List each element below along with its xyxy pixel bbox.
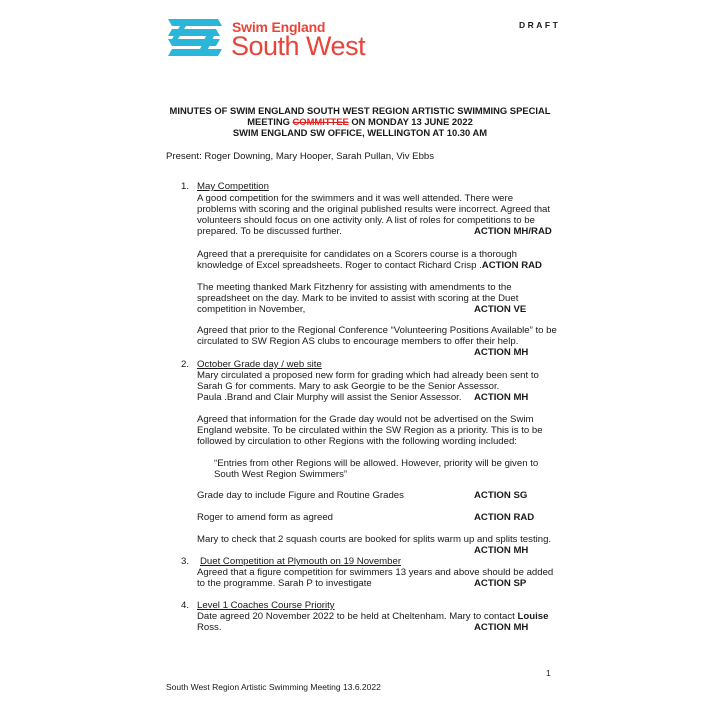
title-line-2-post: ON MONDAY 13 JUNE 2022	[348, 116, 473, 127]
item-2-p3: Grade day to include Figure and Routine Grades	[197, 490, 404, 501]
title-line-2-pre: MEETING	[247, 116, 293, 127]
item-3-p1-action: ACTION SP	[474, 578, 527, 589]
item-1-p3-action: ACTION VE	[474, 304, 527, 315]
item-1-p3-l3: competition in November,	[197, 304, 306, 315]
item-1-p1-l1: A good competition for the swimmers and it was well attended. There were	[197, 193, 514, 204]
item-4-p1-text: Date agreed 20 November 2022 to be held at Cheltenham. Mary to contact	[197, 611, 518, 622]
item-1-p3-l1: The meeting thanked Mark Fitzhenry for assisting with amendments to the	[197, 282, 512, 293]
item-1-p1-l4: prepared. To be discussed further.	[197, 226, 342, 237]
item-2-p1-l2: Sarah G for comments. Mary to ask Georgie to be the Senior Assessor.	[197, 381, 500, 392]
item-3-heading: Duet Competition at Plymouth on 19 November	[200, 556, 402, 567]
item-4-number: 4.	[181, 600, 190, 611]
item-2-p2-l1: Agreed that information for the Grade day would not be advertised on the Swim	[197, 414, 534, 425]
item-1-heading: May Competition	[197, 181, 269, 192]
item-4-p1-action: ACTION MH	[474, 622, 529, 633]
title-line-3: SWIM ENGLAND SW OFFICE, WELLINGTON AT 10.30 AM	[232, 127, 488, 138]
item-4-heading: Level 1 Coaches Course Priority	[197, 600, 335, 611]
footer-text: South West Region Artistic Swimming Meeting 13.6.2022	[166, 682, 381, 692]
logo-text-swim-england: Swim England	[232, 19, 326, 35]
item-1-p2-l2	[197, 260, 553, 272]
item-2-p1-l1: Mary circulated a proposed new form for grading which had already been sent to	[197, 370, 539, 381]
item-4-p1-bold: Louise	[517, 611, 549, 622]
item-1-p2-action: ACTION RAD	[481, 260, 542, 271]
title-struck-word: COMMITTEE	[292, 116, 349, 127]
item-2-p1-l3: Paula .Brand and Clair Murphy will assist the Senior Assessor.	[197, 392, 462, 403]
title-line-2	[140, 116, 580, 128]
item-4-p1-l1	[197, 611, 553, 623]
page-number: 1	[546, 668, 551, 678]
item-2-p5-action: ACTION MH	[474, 545, 529, 556]
item-1-p1-l3: volunteers should focus on one activity only. A list of roles for competitions to be	[197, 215, 535, 226]
item-2-p2-l2: England website. To be circulated within the SW Region as a priority. This is to be	[197, 425, 543, 436]
item-2-heading: October Grade day / web site	[197, 359, 322, 370]
item-1-p3-l2: spreadsheet on the day. Mark to be invited to assist with scoring at the Duet	[197, 293, 519, 304]
item-2-p2-l3: followed by circulation to other Regions with the following wording included:	[197, 436, 517, 447]
item-2-p5: Mary to check that 2 squash courts are booked for splits warm up and splits testing.	[197, 534, 552, 545]
item-1-p1-l2: problems with scoring and the original published results were incorrect. Agreed that	[197, 204, 551, 215]
item-3-p1-l1: Agreed that a figure competition for swimmers 13 years and above should be added	[197, 567, 554, 578]
present-attendees: Present: Roger Downing, Mary Hooper, Sarah Pullan, Viv Ebbs	[166, 151, 435, 162]
item-3-p1-l2: to the programme. Sarah P to investigate	[197, 578, 372, 589]
item-1-p4-l1: Agreed that prior to the Regional Conference “Volunteering Positions Available” to be	[197, 325, 557, 336]
item-2-p4: Roger to amend form as agreed	[197, 512, 333, 523]
logo-text-south-west: South West	[231, 31, 366, 61]
item-2-quote-l2: South West Region Swimmers”	[214, 469, 348, 480]
item-1-number: 1.	[181, 181, 190, 192]
item-2-quote-l1: “Entries from other Regions will be allowed. However, priority will be given to	[214, 458, 539, 469]
item-2-p1-action: ACTION MH	[474, 392, 529, 403]
item-2-p3-action: ACTION SG	[474, 490, 528, 501]
item-1-p2-l1: Agreed that a prerequisite for candidates on a Scorers course is a thorough	[197, 249, 517, 260]
item-1-p4-action: ACTION MH	[474, 347, 529, 358]
item-1-p4-l2: circulated to SW Region AS clubs to encourage members to offer their help.	[197, 336, 519, 347]
item-1-p2-l2-text: knowledge of Excel spreadsheets. Roger to contact Richard Crisp .	[197, 260, 482, 271]
item-4-p1-l2: Ross.	[197, 622, 222, 633]
item-2-p4-action: ACTION RAD	[474, 512, 535, 523]
draft-label: DRAFT	[519, 20, 561, 30]
item-2-number: 2.	[181, 359, 190, 370]
item-1-p1-action: ACTION MH/RAD	[474, 226, 552, 237]
title-line-1: MINUTES OF SWIM ENGLAND SOUTH WEST REGION ARTISTIC SWIMMING SPECIAL	[169, 105, 551, 116]
item-3-number: 3.	[181, 556, 190, 567]
